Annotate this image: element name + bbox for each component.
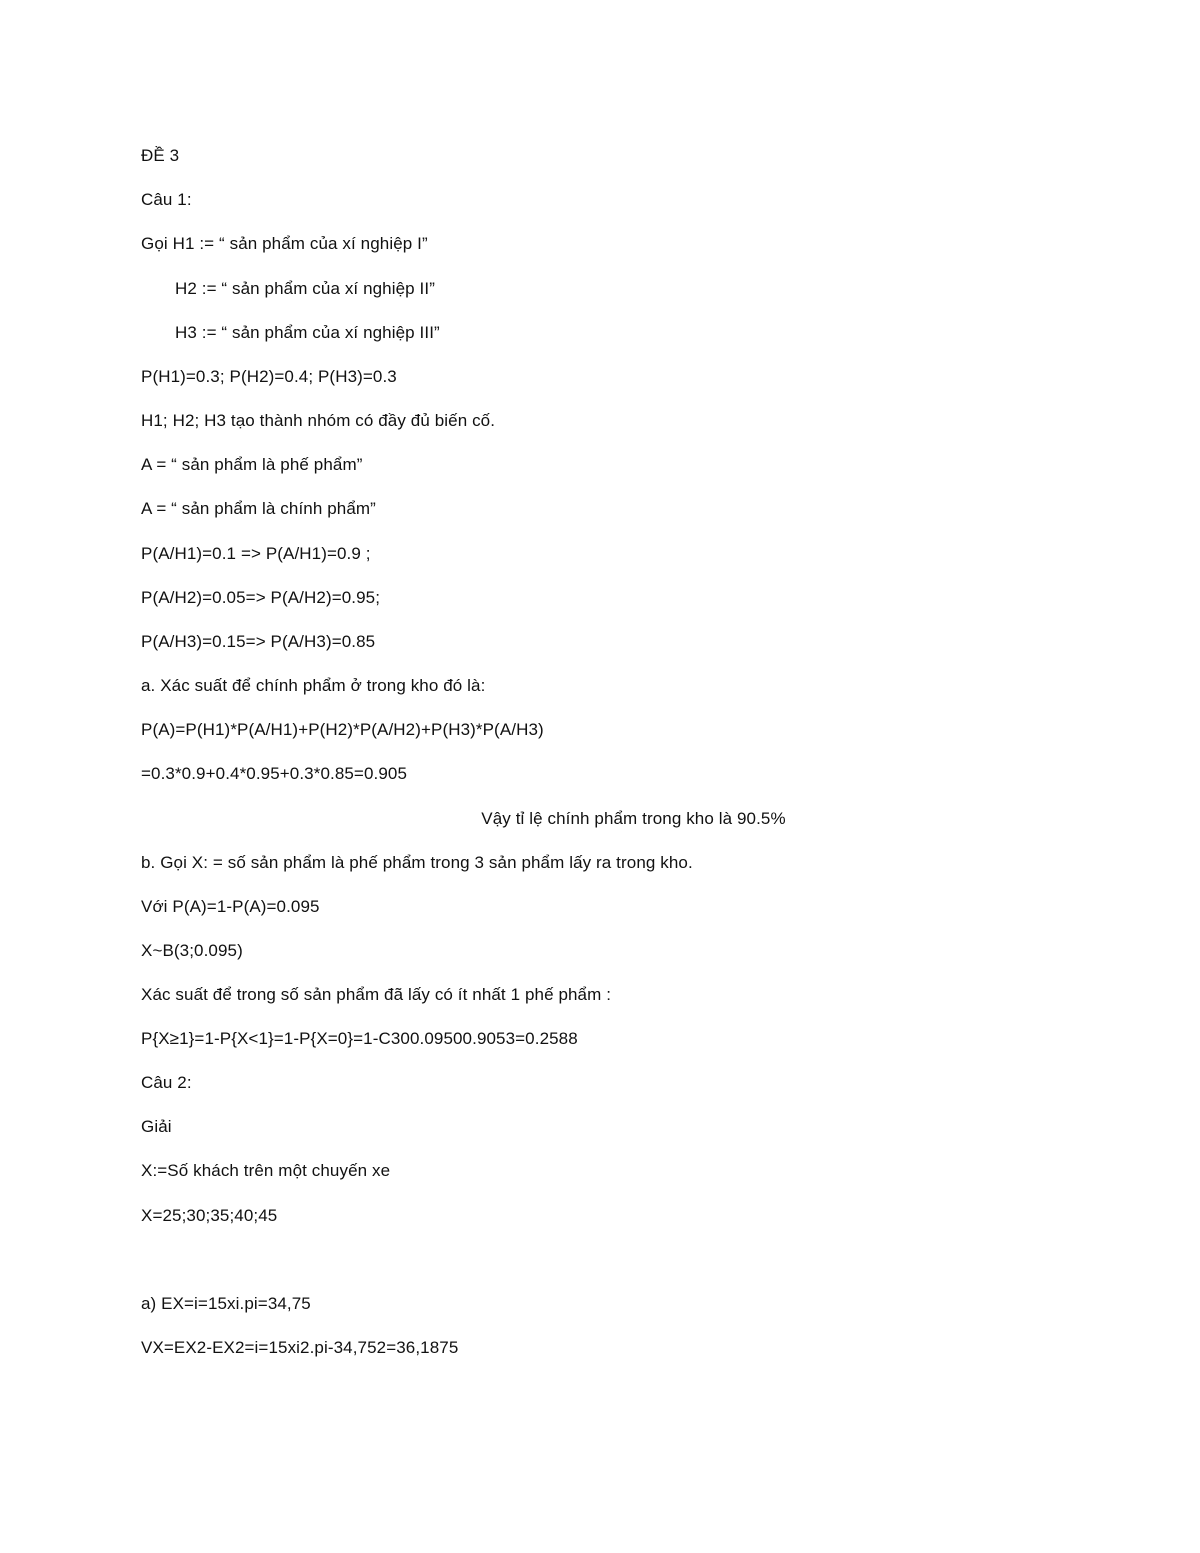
random-variable-definition: X:=Số khách trên một chuyến xe <box>141 1161 391 1180</box>
conditional-probability-h3: P(A/H3)=0.15=> P(A/H3)=0.85 <box>141 632 376 651</box>
document-title: ĐỀ 3 <box>141 146 180 165</box>
total-probability-formula: P(A)=P(H1)*P(A/H1)+P(H2)*P(A/H2)+P(H3)*P(A/H3) <box>141 720 544 739</box>
h1-definition: Gọi H1 := “ sản phẩm của xí nghiệp I” <box>141 234 428 253</box>
at-least-one-statement: Xác suất để trong số sản phẩm đã lấy có ít nhất 1 phế phẩm : <box>141 985 612 1004</box>
probability-with-pa: Với P(A)=1-P(A)=0.095 <box>141 897 320 916</box>
event-a-definition: A = “ sản phẩm là phế phẩm” <box>141 455 363 474</box>
h2-definition: H2 := “ sản phẩm của xí nghiệp II” <box>175 279 435 298</box>
part-a-statement: a. Xác suất để chính phẩm ở trong kho đó là: <box>141 676 486 695</box>
part-a-conclusion: Vậy tỉ lệ chính phẩm trong kho là 90.5% <box>481 809 786 828</box>
prior-probabilities: P(H1)=0.3; P(H2)=0.4; P(H3)=0.3 <box>141 367 397 386</box>
conditional-probability-h2: P(A/H2)=0.05=> P(A/H2)=0.95; <box>141 588 381 607</box>
binomial-distribution: X~B(3;0.095) <box>141 941 243 960</box>
complete-group-statement: H1; H2; H3 tạo thành nhóm có đầy đủ biến cố. <box>141 411 496 430</box>
expected-value: a) EX=i=15xi.pi=34,75 <box>141 1294 311 1313</box>
event-a-complement-definition: A = “ sản phẩm là chính phẩm” <box>141 499 376 518</box>
part-b-result: P{X≥1}=1-P{X<1}=1-P{X=0}=1-C300.09500.9053=0.2588 <box>141 1029 578 1048</box>
conditional-probability-h1: P(A/H1)=0.1 => P(A/H1)=0.9 ; <box>141 544 371 563</box>
part-b-statement: b. Gọi X: = số sản phẩm là phế phẩm trong 3 sản phẩm lấy ra trong kho. <box>141 853 693 872</box>
variance: VX=EX2-EX2=i=15xi2.pi-34,752=36,1875 <box>141 1338 459 1357</box>
question-1-heading: Câu 1: <box>141 190 192 209</box>
total-probability-calculation: =0.3*0.9+0.4*0.95+0.3*0.85=0.905 <box>141 764 408 783</box>
random-variable-values: X=25;30;35;40;45 <box>141 1206 278 1225</box>
question-2-heading: Câu 2: <box>141 1073 192 1092</box>
solution-label: Giải <box>141 1117 172 1136</box>
h3-definition: H3 := “ sản phẩm của xí nghiệp III” <box>175 323 440 342</box>
